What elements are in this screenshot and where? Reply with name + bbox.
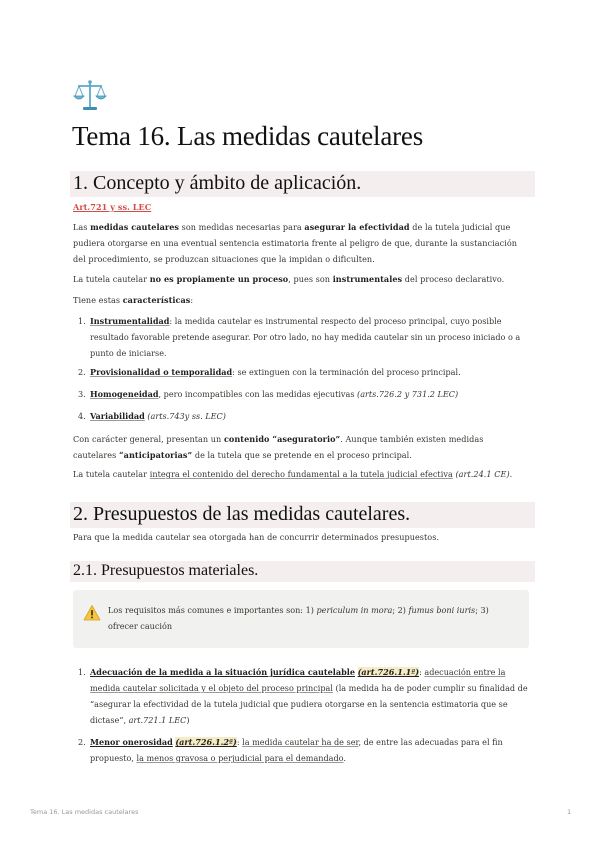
section-1-heading: 1. Concepto y ámbito de aplicación. — [70, 171, 535, 197]
callout-text: Los requisitos más comunes e importantes son: 1) periculum in mora; 2) fumus boni iuris; 3) ofrecer caución — [108, 605, 489, 631]
list-item: 2. Menor onerosidad (art.726.1.2ª): la medida cautelar ha de ser, de entre las adecuadas para el fin propuesto, la menos gravosa o perjudicial para el demandado. — [78, 737, 503, 763]
list-item: 1. Adecuación de la medida a la situación jurídica cautelable (art.726.1.1ª): adecuación entre la medida cautelar solicitada y el objeto del proceso principal (la medida ha de poder cumplir su finalidad de “asegurar la efectividad de la tutela judicial que pudiera otorgarse en la sentencia estimatoria que se dictase”, art.721.1 LEC) — [78, 667, 528, 725]
list-item: 4. Variabilidad (arts.743y ss. LEC) — [78, 411, 226, 421]
paragraph-presupuestos-intro: Para que la medida cautelar sea otorgada han de concurrir determinados presupuestos. — [73, 532, 440, 542]
list-item: 1. Instrumentalidad: la medida cautelar es instrumental respecto del proceso principal, cuyo posible resultado favorable pretende asegurar. Por otro lado, no hay medida cautelar sin un proceso iniciado o a punto de iniciarse. — [78, 316, 521, 358]
callout-box — [73, 590, 529, 648]
paragraph-content-types: Con carácter general, presentan un contenido “aseguratorio”. Aunque también existen medidas cautelares “anticipatorias” de la tutela que se pretende en el proceso principal. — [73, 434, 484, 460]
paragraph-definition: Las medidas cautelares son medidas necesarias para asegurar la efectividad de la tutela judicial que pudiera otorgarse en una eventual sentencia estimatoria frente al peligro de que, durante la sustanciación del procedimiento, se produzcan situaciones que la impidan o dificulten. — [73, 222, 518, 264]
paragraph-instrumental: La tutela cautelar no es propiamente un proceso, pues son instrumentales del proceso declarativo. — [73, 274, 505, 284]
list-item: 3. Homogeneidad, pero incompatibles con las medidas ejecutivas (arts.726.2 y 731.2 LEC) — [78, 389, 459, 399]
page-number: 1 — [567, 808, 572, 816]
footer-title: Tema 16. Las medidas cautelares — [30, 808, 139, 816]
subsection-2-1-heading: 2.1. Presupuestos materiales. — [70, 561, 535, 582]
article-reference-link[interactable]: Art.721 y ss. LEC — [73, 202, 152, 212]
paragraph-characteristics-intro: Tiene estas características: — [73, 295, 194, 305]
paragraph-fundamental-right: La tutela cautelar integra el contenido del derecho fundamental a la tutela judicial efectiva (art.24.1 CE). — [73, 469, 513, 479]
list-item: 2. Provisionalidad o temporalidad: se extinguen con la terminación del proceso principal. — [78, 367, 461, 377]
warning-icon — [83, 604, 101, 622]
section-2-heading: 2. Presupuestos de las medidas cautelares. — [70, 502, 535, 528]
balance-scale-icon — [72, 77, 108, 113]
page-title: Tema 16. Las medidas cautelares — [72, 121, 424, 151]
